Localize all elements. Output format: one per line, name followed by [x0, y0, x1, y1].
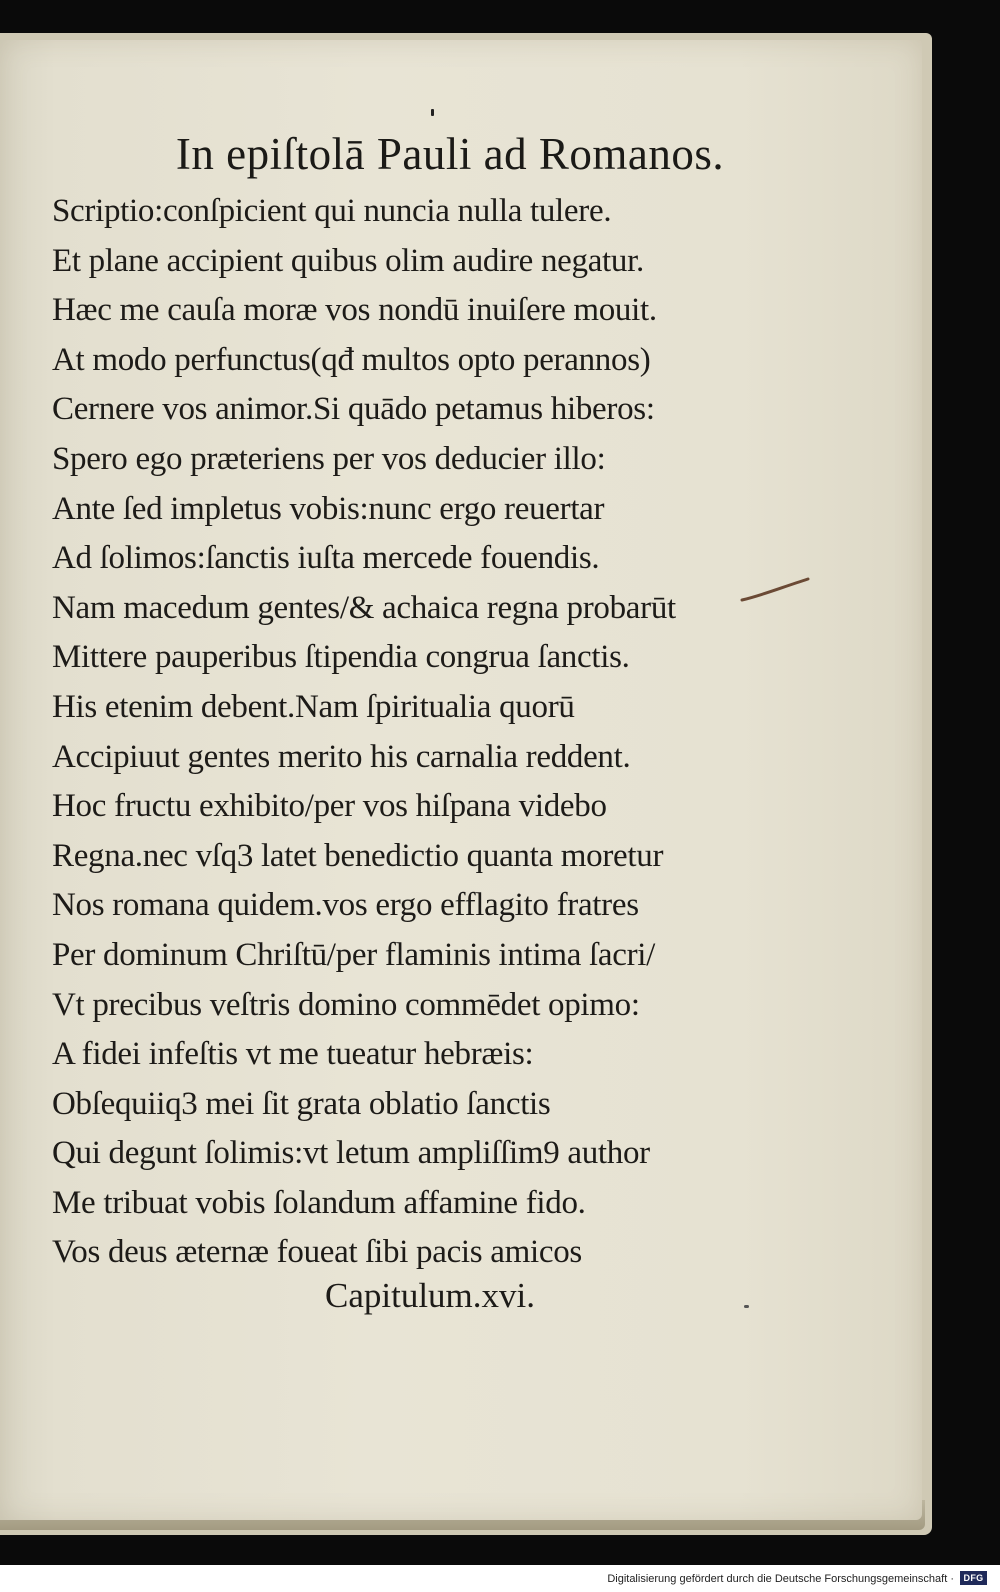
- verse-line: Vos deus æternæ foueat ſibi pacis amicos: [52, 1234, 582, 1271]
- chapter-heading: Capitulum.xvi.: [325, 1276, 535, 1315]
- ink-dot: [431, 109, 434, 116]
- verse-line: Vt precibus veſtris domino commēdet opimo:: [52, 986, 640, 1023]
- verse-line: Ad ſolimos:ſanctis iuſta mercede fouendis.: [52, 540, 600, 577]
- verse-line: Obſequiiq3 mei ſit grata oblatio ſanctis: [52, 1085, 551, 1122]
- verse-line: Per dominum Chriſtū/per flaminis intima ſacri/: [52, 936, 656, 973]
- verse-line: Spero ego præteriens per vos deducier illo:: [52, 440, 606, 477]
- verse-line: Hæc me cauſa moræ vos nondū inuiſere mouit.: [52, 292, 657, 329]
- verse-line: At modo perfunctus(qđ multos opto perannos): [52, 341, 651, 378]
- funding-credit: Digitalisierung gefördert durch die Deutsche Forschungsgemeinschaft ·: [607, 1573, 954, 1585]
- verse-line: Scriptio:conſpicient qui nuncia nulla tulere.: [52, 193, 612, 229]
- verse-line: Accipiuut gentes merito his carnalia reddent.: [52, 738, 631, 775]
- verse-line: Et plane accipient quibus olim audire negatur.: [52, 242, 644, 279]
- verse-block: [52, 187, 752, 1278]
- verse-line: Nam macedum gentes/& achaica regna probarūt: [52, 589, 676, 626]
- verse-line: Ante ſed impletus vobis:nunc ergo reuertar: [52, 490, 605, 527]
- verse-line: His etenim debent.Nam ſpiritualia quorū: [52, 688, 575, 725]
- verse-line: Cernere vos animor.Si quādo petamus hiberos:: [52, 391, 655, 428]
- verse-line: A fidei infeſtis vt me tueatur hebræis:: [52, 1036, 534, 1073]
- verse-line: Me tribuat vobis ſolandum affamine fido.: [52, 1184, 586, 1221]
- verse-line: Qui degunt ſolimis:vt letum ampliſſim9 author: [52, 1135, 650, 1172]
- dfg-logo: DFG: [960, 1571, 987, 1585]
- verse-line: Nos romana quidem.vos ergo efflagito fratres: [52, 887, 639, 924]
- pen-stroke-mark: [740, 576, 810, 606]
- verse-line: Mittere pauperibus ſtipendia congrua ſanctis.: [52, 639, 630, 676]
- page-title: In epiſtolā Pauli ad Romanos.: [175, 129, 725, 179]
- verse-line: Regna.nec vſq3 latet benedictio quanta moretur: [52, 837, 664, 874]
- verse-line: Hoc fructu exhibito/per vos hiſpana videbo: [52, 788, 607, 825]
- ink-speck: [744, 1305, 749, 1308]
- footer-bar: [0, 1565, 1000, 1592]
